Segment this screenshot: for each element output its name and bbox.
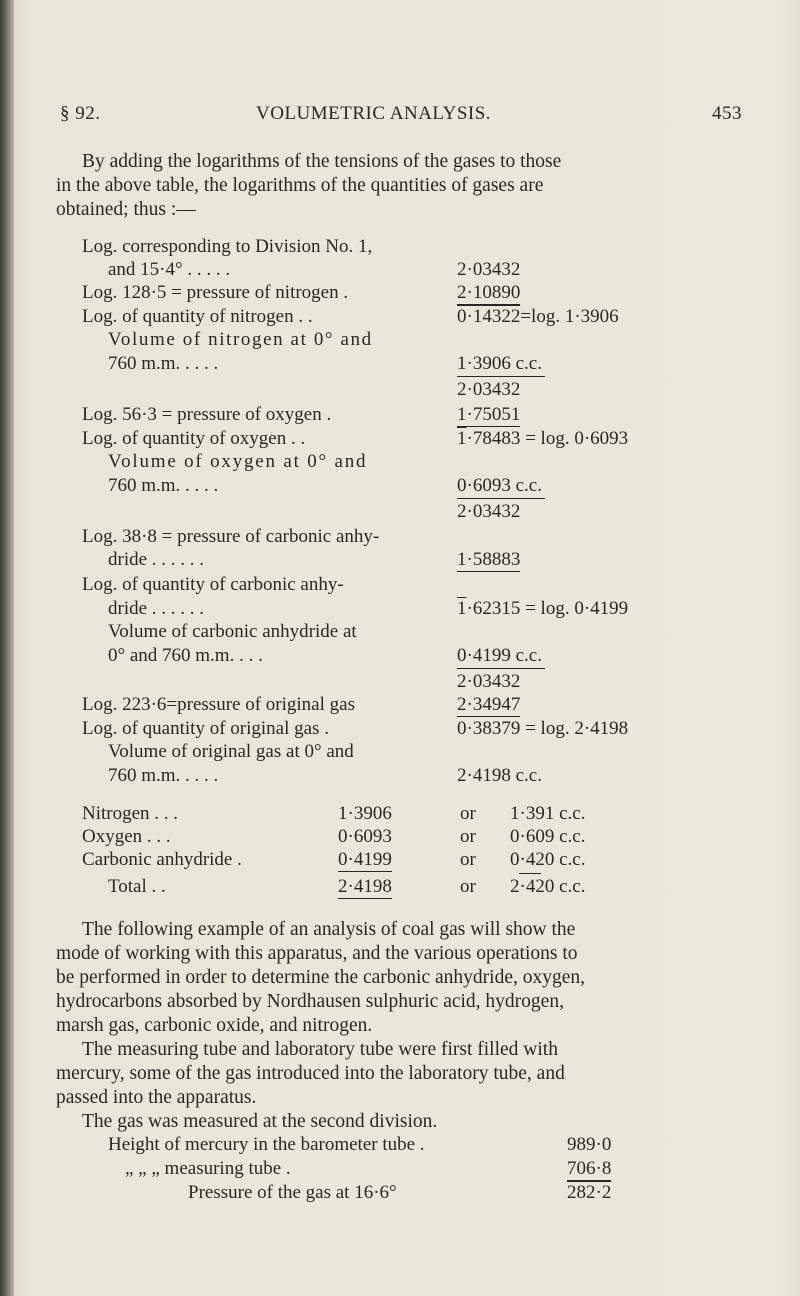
body-line: be performed in order to determine the carbonic anhydride, oxygen, bbox=[56, 967, 586, 988]
calc-value: 2·4198 c.c. bbox=[457, 765, 542, 786]
calc-label: Log. corresponding to Division No. 1, bbox=[82, 236, 373, 257]
body-line: The gas was measured at the second division. bbox=[82, 1111, 438, 1132]
calc-value: 0·4199 c.c. bbox=[457, 645, 542, 666]
summary-label: Carbonic anhydride . bbox=[82, 849, 242, 870]
calc-label: Log. of quantity of nitrogen . . bbox=[82, 306, 313, 327]
calc-result: 0·14322=log. 1·3906 bbox=[457, 306, 619, 327]
body-line: passed into the apparatus. bbox=[56, 1087, 257, 1108]
summary-value: 1·3906 bbox=[338, 803, 392, 824]
sum-rule bbox=[457, 498, 545, 499]
calc-label: 0° and 760 m.m. . . . bbox=[108, 645, 263, 666]
measure-label: „ „ „ measuring tube . bbox=[125, 1158, 291, 1179]
summary-total-rounded: 2·420 c.c. bbox=[510, 876, 586, 897]
calc-label: dride . . . . . . bbox=[108, 598, 205, 619]
calc-label: Log. 223·6=pressure of original gas bbox=[82, 694, 355, 715]
calc-label: 760 m.m. . . . . bbox=[108, 475, 219, 496]
calc-value: 1·58883 bbox=[457, 549, 521, 570]
summary-or: or bbox=[460, 803, 476, 824]
intro-line-1: By adding the logarithms of the tensions of the gases to those bbox=[82, 151, 562, 172]
calc-value: 2·34947 bbox=[457, 694, 521, 715]
summary-or: or bbox=[460, 826, 476, 847]
calc-label: 760 m.m. . . . . bbox=[108, 765, 219, 786]
overlined-figure: 1 bbox=[457, 598, 467, 619]
calc-label: Log. 56·3 = pressure of oxygen . bbox=[82, 404, 332, 425]
book-spine-shadow bbox=[0, 0, 14, 1296]
body-line: marsh gas, carbonic oxide, and nitrogen. bbox=[56, 1015, 373, 1036]
running-title: VOLUMETRIC ANALYSIS. bbox=[256, 103, 492, 124]
measure-value: 706·8 bbox=[567, 1158, 612, 1179]
summary-or: or bbox=[460, 876, 476, 897]
calc-label: Volume of nitrogen at 0° and bbox=[108, 329, 373, 350]
summary-total-label: Total . . bbox=[108, 876, 166, 897]
calc-result: 0·38379 = log. 2·4198 bbox=[457, 718, 629, 739]
summary-total-value: 2·4198 bbox=[338, 876, 392, 897]
calc-value: 2·03432 bbox=[457, 379, 521, 400]
calc-label: Log. of quantity of oxygen . . bbox=[82, 428, 306, 449]
calc-label: 760 m.m. . . . . bbox=[108, 353, 219, 374]
summary-or: or bbox=[460, 849, 476, 870]
body-line: The measuring tube and laboratory tube were first filled with bbox=[82, 1039, 558, 1060]
calc-value: 0·6093 c.c. bbox=[457, 475, 542, 496]
body-line: hydrocarbons absorbed by Nordhausen sulphuric acid, hydrogen, bbox=[56, 991, 564, 1012]
intro-line-3: obtained; thus :— bbox=[56, 199, 196, 220]
sum-rule bbox=[519, 873, 541, 874]
body-line: The following example of an analysis of coal gas will show the bbox=[82, 919, 576, 940]
overlined-figure: 1 bbox=[457, 428, 467, 449]
calc-label: Volume of oxygen at 0° and bbox=[108, 451, 368, 472]
measure-value: 989·0 bbox=[567, 1134, 612, 1155]
calc-value: 1·75051 bbox=[457, 404, 521, 425]
summary-value: 0·4199 bbox=[338, 849, 392, 870]
summary-value: 0·6093 bbox=[338, 826, 392, 847]
calc-value: 2·03432 bbox=[457, 259, 521, 280]
calc-label: Log. 38·8 = pressure of carbonic anhy- bbox=[82, 526, 380, 547]
calc-label: Log. of quantity of carbonic anhy- bbox=[82, 574, 344, 595]
overlined-figure: 0·14322 bbox=[457, 306, 521, 327]
sum-rule bbox=[457, 668, 545, 669]
summary-label: Nitrogen . . . bbox=[82, 803, 179, 824]
calc-result: 1·78483 = log. 0·6093 bbox=[457, 428, 629, 449]
calc-label: Volume of original gas at 0° and bbox=[108, 741, 354, 762]
measure-value: 282·2 bbox=[567, 1182, 612, 1203]
calc-label: Volume of carbonic anhydride at bbox=[108, 621, 357, 642]
page-number: 453 bbox=[712, 103, 742, 124]
calc-value: 2·03432 bbox=[457, 501, 521, 522]
calc-value: 1·3906 c.c. bbox=[457, 353, 542, 374]
section-number: § 92. bbox=[60, 103, 101, 124]
summary-rounded: 1·391 c.c. bbox=[510, 803, 586, 824]
calc-label: Log. of quantity of original gas . bbox=[82, 718, 329, 739]
summary-rounded: 0·609 c.c. bbox=[510, 826, 586, 847]
calc-value: 2·03432 bbox=[457, 671, 521, 692]
calc-label: dride . . . . . . bbox=[108, 549, 205, 570]
calc-label: and 15·4° . . . . . bbox=[108, 259, 231, 280]
measure-label: Height of mercury in the barometer tube . bbox=[108, 1134, 425, 1155]
body-line: mode of working with this apparatus, and the various operations to bbox=[56, 943, 578, 964]
summary-label: Oxygen . . . bbox=[82, 826, 171, 847]
body-line: mercury, some of the gas introduced into the laboratory tube, and bbox=[56, 1063, 565, 1084]
intro-line-2: in the above table, the logarithms of the quantities of gases are bbox=[56, 175, 544, 196]
summary-rounded: 0·420 c.c. bbox=[510, 849, 586, 870]
calc-result: 1·62315 = log. 0·4199 bbox=[457, 598, 629, 619]
sum-rule bbox=[457, 376, 545, 377]
calc-value: 2·10890 bbox=[457, 282, 521, 303]
measure-label: Pressure of the gas at 16·6° bbox=[188, 1182, 397, 1203]
calc-label: Log. 128·5 = pressure of nitrogen . bbox=[82, 282, 349, 303]
